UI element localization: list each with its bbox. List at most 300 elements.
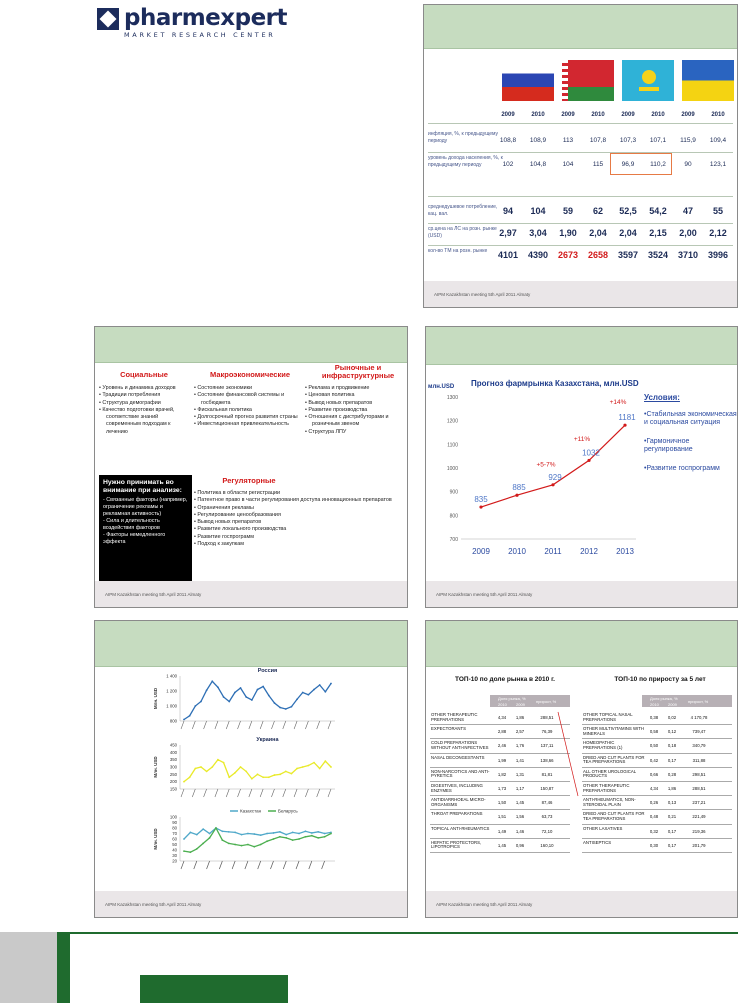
top10-share-table [430,687,580,887]
list-item: • Развитие госпрограмм [194,534,406,541]
indicator-value: 108,8 [499,137,517,144]
data-label: 929 [548,472,562,482]
list-item: • Состояние финансовой системы и госбюджета [194,392,304,407]
row-value: 1,51 [497,814,507,820]
data-point [266,840,268,842]
header-label: 2010 [498,702,507,707]
x-tick-mark [238,789,241,797]
row-value: 288,51 [540,715,554,720]
x-tick-mark [192,721,195,729]
slide-footer: AIPM Kazakhstan meeting 5th April 2011 Almaty [95,581,407,607]
slide-forecast [425,326,738,608]
data-point [215,827,217,829]
row-value: 81,81 [541,771,553,777]
data-point [302,692,304,694]
row-value: 1,86 [515,715,525,720]
list-item: • Ограничения рекламы [194,505,406,512]
row-value: 1,45 [497,842,507,848]
data-point [183,781,185,783]
table-row [430,839,570,853]
x-tick-mark [232,861,235,869]
chart-title: Украина [256,737,279,743]
data-point [253,846,255,848]
row-value: 298,51 [692,771,706,777]
list-item: • Подход к закупкам [194,541,406,548]
data-point [285,837,287,839]
data-point [211,766,213,768]
y-tick-label: 150 [169,786,177,792]
x-tick-mark [283,789,286,797]
x-tick-mark [245,861,248,869]
row-value: 138,66 [540,757,554,763]
list-item: • Фискальная политика [194,407,304,414]
x-tick-mark [194,861,197,869]
list-item: • Ценовая политика [305,392,407,399]
condition-item: •Гармоничное регулирование [644,437,693,453]
row-value: 0,17 [667,757,677,763]
top10-growth-table [582,687,734,887]
data-point [279,831,281,833]
row-value: 201,79 [692,842,706,848]
x-tick-label: 2012 [580,547,598,556]
list-macro [194,385,304,429]
x-tick-mark [219,861,222,869]
indicator-value: 4101 [497,250,519,260]
x-tick-mark [238,721,241,729]
data-point [234,844,236,846]
header-label: Доля рынка, % [650,696,678,701]
indicator-value: 2,04 [589,228,607,238]
row-value: 237,21 [692,800,706,806]
heading-macro: Макроэкономические [209,370,290,379]
table-row [430,725,570,739]
row-value: 0,18 [667,743,677,749]
y-tick-label: 40 [172,847,177,853]
data-point [266,833,268,835]
data-point [245,771,247,773]
y-tick-label: 250 [169,771,177,777]
series-line [184,681,331,719]
x-tick-mark [181,789,184,797]
row-value: 76,39 [541,729,553,735]
data-point [292,832,294,834]
x-tick-label: 2010 [508,547,526,556]
data-point [274,774,276,776]
table-row [582,739,732,753]
list-item: • Структура демографии [99,400,193,407]
data-point [228,831,230,833]
row-value: 0,58 [649,729,659,735]
x-tick-mark [294,721,297,729]
list-item: • Инвестиционная привлекательность [194,421,304,428]
list-item: • Политика в области регистрации [194,490,406,497]
row-name: NON-NARCOTICS AND ANTI-PYRETICS [431,768,490,779]
x-tick-mark [260,789,263,797]
x-tick-mark [204,789,207,797]
data-point [200,701,202,703]
data-point [296,768,298,770]
indicator-value: 54,2 [649,206,667,216]
bottom-green-box [140,975,288,1003]
indicator-value: 2658 [587,250,609,260]
indicator-value: 107,8 [589,137,607,144]
list-item: • Состояние экономики [194,385,304,392]
data-point [311,832,313,834]
x-tick-label: 2011 [544,547,562,556]
indicator-value: 102 [502,161,514,168]
chart-title: Прогноз фармрынка Казахстана, млн.USD [471,379,639,388]
y-tick-label: 700 [449,537,458,543]
x-tick-mark [270,861,273,869]
data-point [206,771,208,773]
ukraine-flag-icon [682,60,734,101]
row-value: 160,10 [540,842,554,848]
note-line: - Сила и длительность воздействия факторов [103,518,160,531]
indicator-value: 2673 [557,250,579,260]
row-name: OTHER LAXATIVES [583,825,623,831]
data-point [285,708,287,710]
indicator-value: 2,04 [619,228,637,238]
x-tick-mark [309,861,312,869]
data-point [228,843,230,845]
year-label: 2010 [591,112,605,118]
row-value: 2,88 [497,729,507,735]
data-label: 1032 [582,448,600,458]
x-tick-mark [317,789,320,797]
list-item: • Качество подготовки врачей, соответствие знаний современным подходам к лечению [99,407,193,436]
row-name: DRIED AND CUT PLANTS FOR TEA PREPARATIONS [583,811,645,821]
list-item: • Развитие локального производства [194,526,406,533]
year-label: 2010 [531,112,545,118]
series-line [184,760,331,782]
table-row [582,810,732,824]
row-value: 1,73 [497,786,507,791]
indicator-value: 115,9 [680,137,696,144]
x-tick-mark [215,789,218,797]
data-point [317,837,319,839]
x-tick-mark [317,721,320,729]
table-row [582,754,732,768]
growth-annotation: +14% [609,398,627,406]
data-point [268,776,270,778]
indicator-value: 52,5 [619,206,637,216]
logo-subtitle: MARKET RESEARCH CENTER [124,31,276,39]
row-value: 0,32 [649,828,659,834]
row-value: 1,46 [515,828,525,834]
row-name: DIGESTIVES, INCLUDING ENZYMES [431,783,483,793]
indicator-value: 3524 [647,250,669,260]
row-value: 150,87 [540,786,554,791]
data-label: 885 [512,483,526,493]
data-point [479,505,482,508]
indicator-value: 3996 [707,250,729,260]
table-row [582,825,732,839]
slide-top10 [425,620,738,918]
row-name: TOPICAL ANTI-RHEUMATICS [431,825,490,831]
data-point [234,832,236,834]
y-tick-label: 400 [169,749,177,755]
data-point [183,719,185,721]
data-point [202,828,204,830]
x-tick-mark [260,721,263,729]
data-point [515,494,518,497]
data-point [247,844,249,846]
row-name: HOMEOPATHIC PREPARATIONS (1) [583,740,623,750]
data-point [241,845,243,847]
row-value: 137,11 [540,743,554,749]
data-point [296,698,298,700]
data-point [217,759,219,761]
y-axis-label: Млн. USD [153,687,158,710]
data-point [189,776,191,778]
y-tick-label: 1 400 [166,673,177,679]
row-name: ANTISEPTICS [583,839,612,845]
table-header [642,695,732,707]
data-point [298,833,300,835]
data-point [240,766,242,768]
slide-footer: AIPM Kazakhstan meeting 5th April 2011 Almaty [426,581,737,607]
table-row [582,839,732,853]
data-point [279,836,281,838]
row-value: 4,34 [497,715,507,720]
x-tick-mark [294,789,297,797]
data-label: 835 [474,495,488,505]
table-row [582,782,732,796]
data-point [279,707,281,709]
list-item: • Вывод новых препаратов [305,400,407,407]
data-point [262,686,264,688]
data-point [196,848,198,850]
y-tick-label: 60 [172,836,177,842]
slide-header [426,621,737,667]
heading-market: Рыночные и инфраструктурные [321,363,395,380]
analysis-note [99,475,192,590]
y-tick-label: 350 [169,757,177,763]
data-point [209,833,211,835]
row-value: 219,36 [692,828,706,834]
x-tick-mark [226,721,229,729]
row-name: NASAL DECONGESTANTS [431,754,485,760]
top10-share-title: ТОП-10 по доле рынка в 2010 г. [455,676,555,683]
table-row [430,711,570,725]
data-point [305,830,307,832]
data-point [330,833,332,835]
table-row [430,754,570,768]
row-value: 1,17 [515,786,525,791]
row-value: 63,73 [541,814,553,820]
indicator-label: среднедушевое потребление, кац. вал. [428,204,498,217]
indicator-value: 3597 [617,250,639,260]
slide-market-factors [94,326,408,608]
header-label: Доля рынка, % [498,696,526,701]
list-item: • Традиции потребления [99,392,193,399]
data-point [223,762,225,764]
row-value: 340,79 [692,743,706,749]
row-value: 0,96 [515,842,525,848]
y-tick-label: 1100 [447,442,458,449]
table-row [582,768,732,782]
y-tick-label: 100 [169,814,177,820]
indicator-value: 113 [562,137,574,144]
chart-title: Россия [257,668,278,674]
row-value: 0,17 [667,828,677,834]
data-point [302,766,304,768]
row-value: 0,28 [667,771,677,777]
data-point [319,684,321,686]
data-point [189,832,191,834]
logo-mark-icon [97,8,119,30]
data-point [223,696,225,698]
indicator-value: 2,15 [649,228,667,238]
pharmexpert-logo [97,6,287,39]
data-point [228,701,230,703]
row-name: HEPATIC PROTECTORS, LIPOTROPICS [431,839,482,850]
y-tick-label: 1 200 [166,688,177,694]
x-tick-mark [249,789,252,797]
slide-footer: AIPM Kazakhstan meeting 5th April 2011 Almaty [95,891,407,917]
highlight-box [610,153,672,175]
list-item: • Отношения с дистрибуторами и розничным звеном [305,414,407,429]
belarus-flag-icon [562,60,614,101]
x-tick-mark [322,861,325,869]
table-row [430,782,570,796]
x-tick-mark [204,721,207,729]
list-regulatory [194,490,406,548]
table-header [490,695,570,707]
indicator-label: уровень дохода населения, %, к предыдущему периоду [428,155,503,168]
data-point [324,836,326,838]
slide-header [95,327,407,363]
indicator-value: 3710 [677,250,699,260]
data-point [211,680,213,682]
top10-growth-title: ТОП-10 по приросту за 5 лет [614,676,706,683]
indicator-value: 55 [712,206,723,216]
indicator-value: 115 [592,161,604,168]
indicator-value: 104 [530,206,546,216]
indicator-value: 96,9 [621,161,635,168]
x-tick-mark [283,721,286,729]
x-tick-mark [305,721,308,729]
data-point [245,696,247,698]
indicator-value: 108,9 [529,137,547,144]
indicator-value: 109,4 [709,137,727,144]
row-name: ALL OTHER UROLOGICAL PRODUCTS [583,768,636,779]
slide-market-dynamics [94,620,408,918]
data-point [257,689,259,691]
x-tick-mark [328,789,331,797]
indicator-value: 3,04 [529,228,547,238]
data-point [253,833,255,835]
year-label: 2009 [621,112,635,118]
bottom-bar [0,932,738,1003]
data-point [228,776,230,778]
indicator-value: 94 [502,206,513,216]
data-point [251,699,253,701]
x-tick-mark [192,789,195,797]
data-point [291,773,293,775]
data-point [194,705,196,707]
data-point [305,836,307,838]
data-point [262,776,264,778]
heading-social: Социальные [120,370,168,379]
row-value: 0,66 [649,771,659,777]
data-point [209,837,211,839]
list-item: • Вывод новых препаратов [194,519,406,526]
data-point [234,772,236,774]
year-label: 2010 [711,112,725,118]
x-tick-mark [271,789,274,797]
data-label: 1181 [618,413,636,423]
series-line [184,828,331,839]
row-value: 1,49 [497,828,507,834]
data-point [194,768,196,770]
indicator-label: ср.цена на ЛС на розн. рынке (USD) [428,226,497,239]
data-point [317,831,319,833]
indicator-value: 2,97 [499,228,517,238]
row-value: 87,46 [541,800,553,806]
y-tick-label: 1000 [446,466,458,472]
table-row [430,768,570,782]
row-value: 4 170,78 [690,715,708,720]
table-row [430,739,570,753]
data-point [324,760,326,762]
conditions-title: Условия: [644,393,680,402]
row-value: 739,47 [692,729,706,735]
y-tick-label: 300 [169,764,177,770]
list-social [99,385,193,436]
row-value: 0,12 [667,729,677,735]
row-value: 2,46 [497,743,507,749]
indicator-value: 59 [562,206,573,216]
row-name: OTHER THERAPEUTIC PREPARATIONS [583,783,630,793]
data-point [273,838,275,840]
indicator-value: 107,3 [619,137,637,144]
header-label: прирост, % [536,699,557,704]
data-point [324,691,326,693]
slide-footer: AIPM Kazakhstan meeting 5th April 2011 Almaty [424,281,737,307]
x-tick-mark [296,861,299,869]
year-label: 2010 [651,112,665,118]
indicator-value: 107,1 [649,137,667,144]
indicator-value: 4390 [527,250,549,260]
data-point [324,833,326,835]
indicator-value: 62 [592,206,603,216]
condition-item: •Развитие госпрограмм [644,464,720,472]
data-point [240,687,242,689]
row-value: 0,21 [667,814,677,820]
row-name: DRIED AND CUT PLANTS FOR TEA PREPARATIONS [583,754,645,765]
header-label: 2009 [516,702,525,707]
y-tick-label: 1 000 [166,703,177,709]
indicator-value: 90 [684,161,692,168]
data-point [196,834,198,836]
x-tick-mark [283,861,286,869]
row-value: 1,56 [515,814,525,820]
row-value: 0,48 [649,814,659,820]
table-row [582,796,732,810]
header-label: прирост, % [688,699,709,704]
data-point [268,695,270,697]
year-label: 2009 [561,112,575,118]
y-tick-label: 1200 [446,418,458,425]
legend-label: Казахстан [240,808,262,814]
country-flags [502,60,738,101]
table-row [430,796,570,810]
growth-annotation: +5-7% [536,461,556,469]
x-tick-label: 2013 [616,547,634,556]
data-point [330,683,332,685]
data-point [189,851,191,853]
